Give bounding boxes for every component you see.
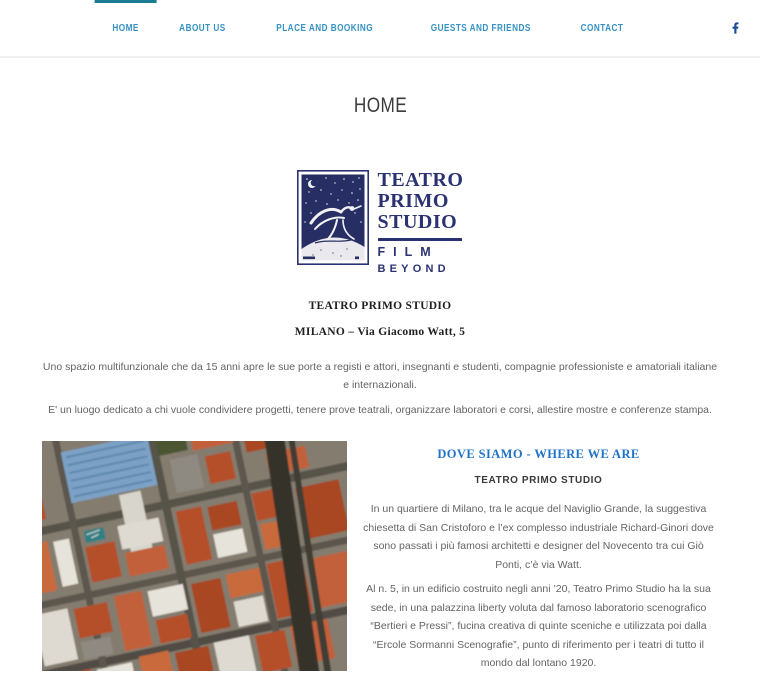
nav-label: CONTACT [580, 22, 624, 34]
main-nav [94, 0, 645, 56]
page-title: HOME [353, 94, 407, 117]
nav-label: ABOUT US [179, 22, 226, 34]
location-subheading: TEATRO PRIMO STUDIO [474, 475, 603, 486]
nav-item-home[interactable] [94, 0, 158, 56]
logo-film-label: FILM [377, 245, 439, 259]
main-content [0, 92, 760, 673]
facebook-link[interactable] [732, 22, 739, 34]
nav-item-about-us[interactable] [158, 0, 248, 56]
nav-label: HOME [112, 22, 139, 34]
logo-divider [378, 238, 462, 241]
location-paragraph-1: In un quartiere di Milano, tra le acque del Naviglio Grande, la suggestiva chiesetta di San Cristoforo e l’ex complesso industriale Richard-Ginori dove sono passati i più famosi architetti e designer del Novecento tra cui Giò Ponti, c’è via Watt. [363, 503, 714, 571]
nav-label: GUESTS AND FRIENDS [430, 22, 531, 34]
intro-paragraph-2: E' un luogo dedicato a chi vuole condividere progetti, tenere prove teatrali, organizzare laboratori e corsi, allestire mostre e conferenze stampa. [48, 404, 712, 416]
location-paragraph-2: Al n. 5, in un edificio costruito negli anni ’20, Teatro Primo Studio ha la sua sede, in una palazzina liberty voluta dal famoso laboratorio scenografico “Bertieri e Pressi”, fucina creativa di quinte sceniche e utilizzata poi dalla “Ercole Sormanni Scenografie”, punto di riferimento per i teatri di tutto il mondo dal lontano 1920. [366, 583, 711, 669]
location-heading: DOVE SIAMO - WHERE WE ARE [437, 447, 640, 461]
facebook-icon [732, 22, 739, 34]
logo-beyond-label: BEYOND [377, 263, 450, 275]
logo-wordmark [378, 170, 464, 275]
intro-paragraph-1: Uno spazio multifunzionale che da 15 anni apre le sue porte a registi e attori, insegnanti e studenti, compagnie professioniste e amatoriali italiane e internazionali. [42, 361, 718, 391]
nav-item-guests-and-friends[interactable] [401, 0, 559, 56]
location-section [42, 441, 718, 673]
location-text [359, 441, 718, 673]
site-header [0, 0, 760, 58]
logo-illustration-icon [297, 170, 369, 265]
nav-label: PLACE AND BOOKING [275, 22, 373, 34]
studio-name: TEATRO PRIMO STUDIO [308, 300, 452, 312]
logo-line: PRIMO [377, 190, 449, 212]
aerial-photo [42, 441, 347, 673]
aerial-photo-image [42, 441, 347, 671]
logo-line: TEATRO [377, 169, 464, 191]
logo-line: STUDIO [377, 211, 458, 233]
logo [0, 170, 760, 275]
studio-address: MILANO – Via Giacomo Watt, 5 [294, 326, 466, 338]
nav-item-contact[interactable] [560, 0, 645, 56]
nav-item-place-and-booking[interactable] [247, 0, 401, 56]
